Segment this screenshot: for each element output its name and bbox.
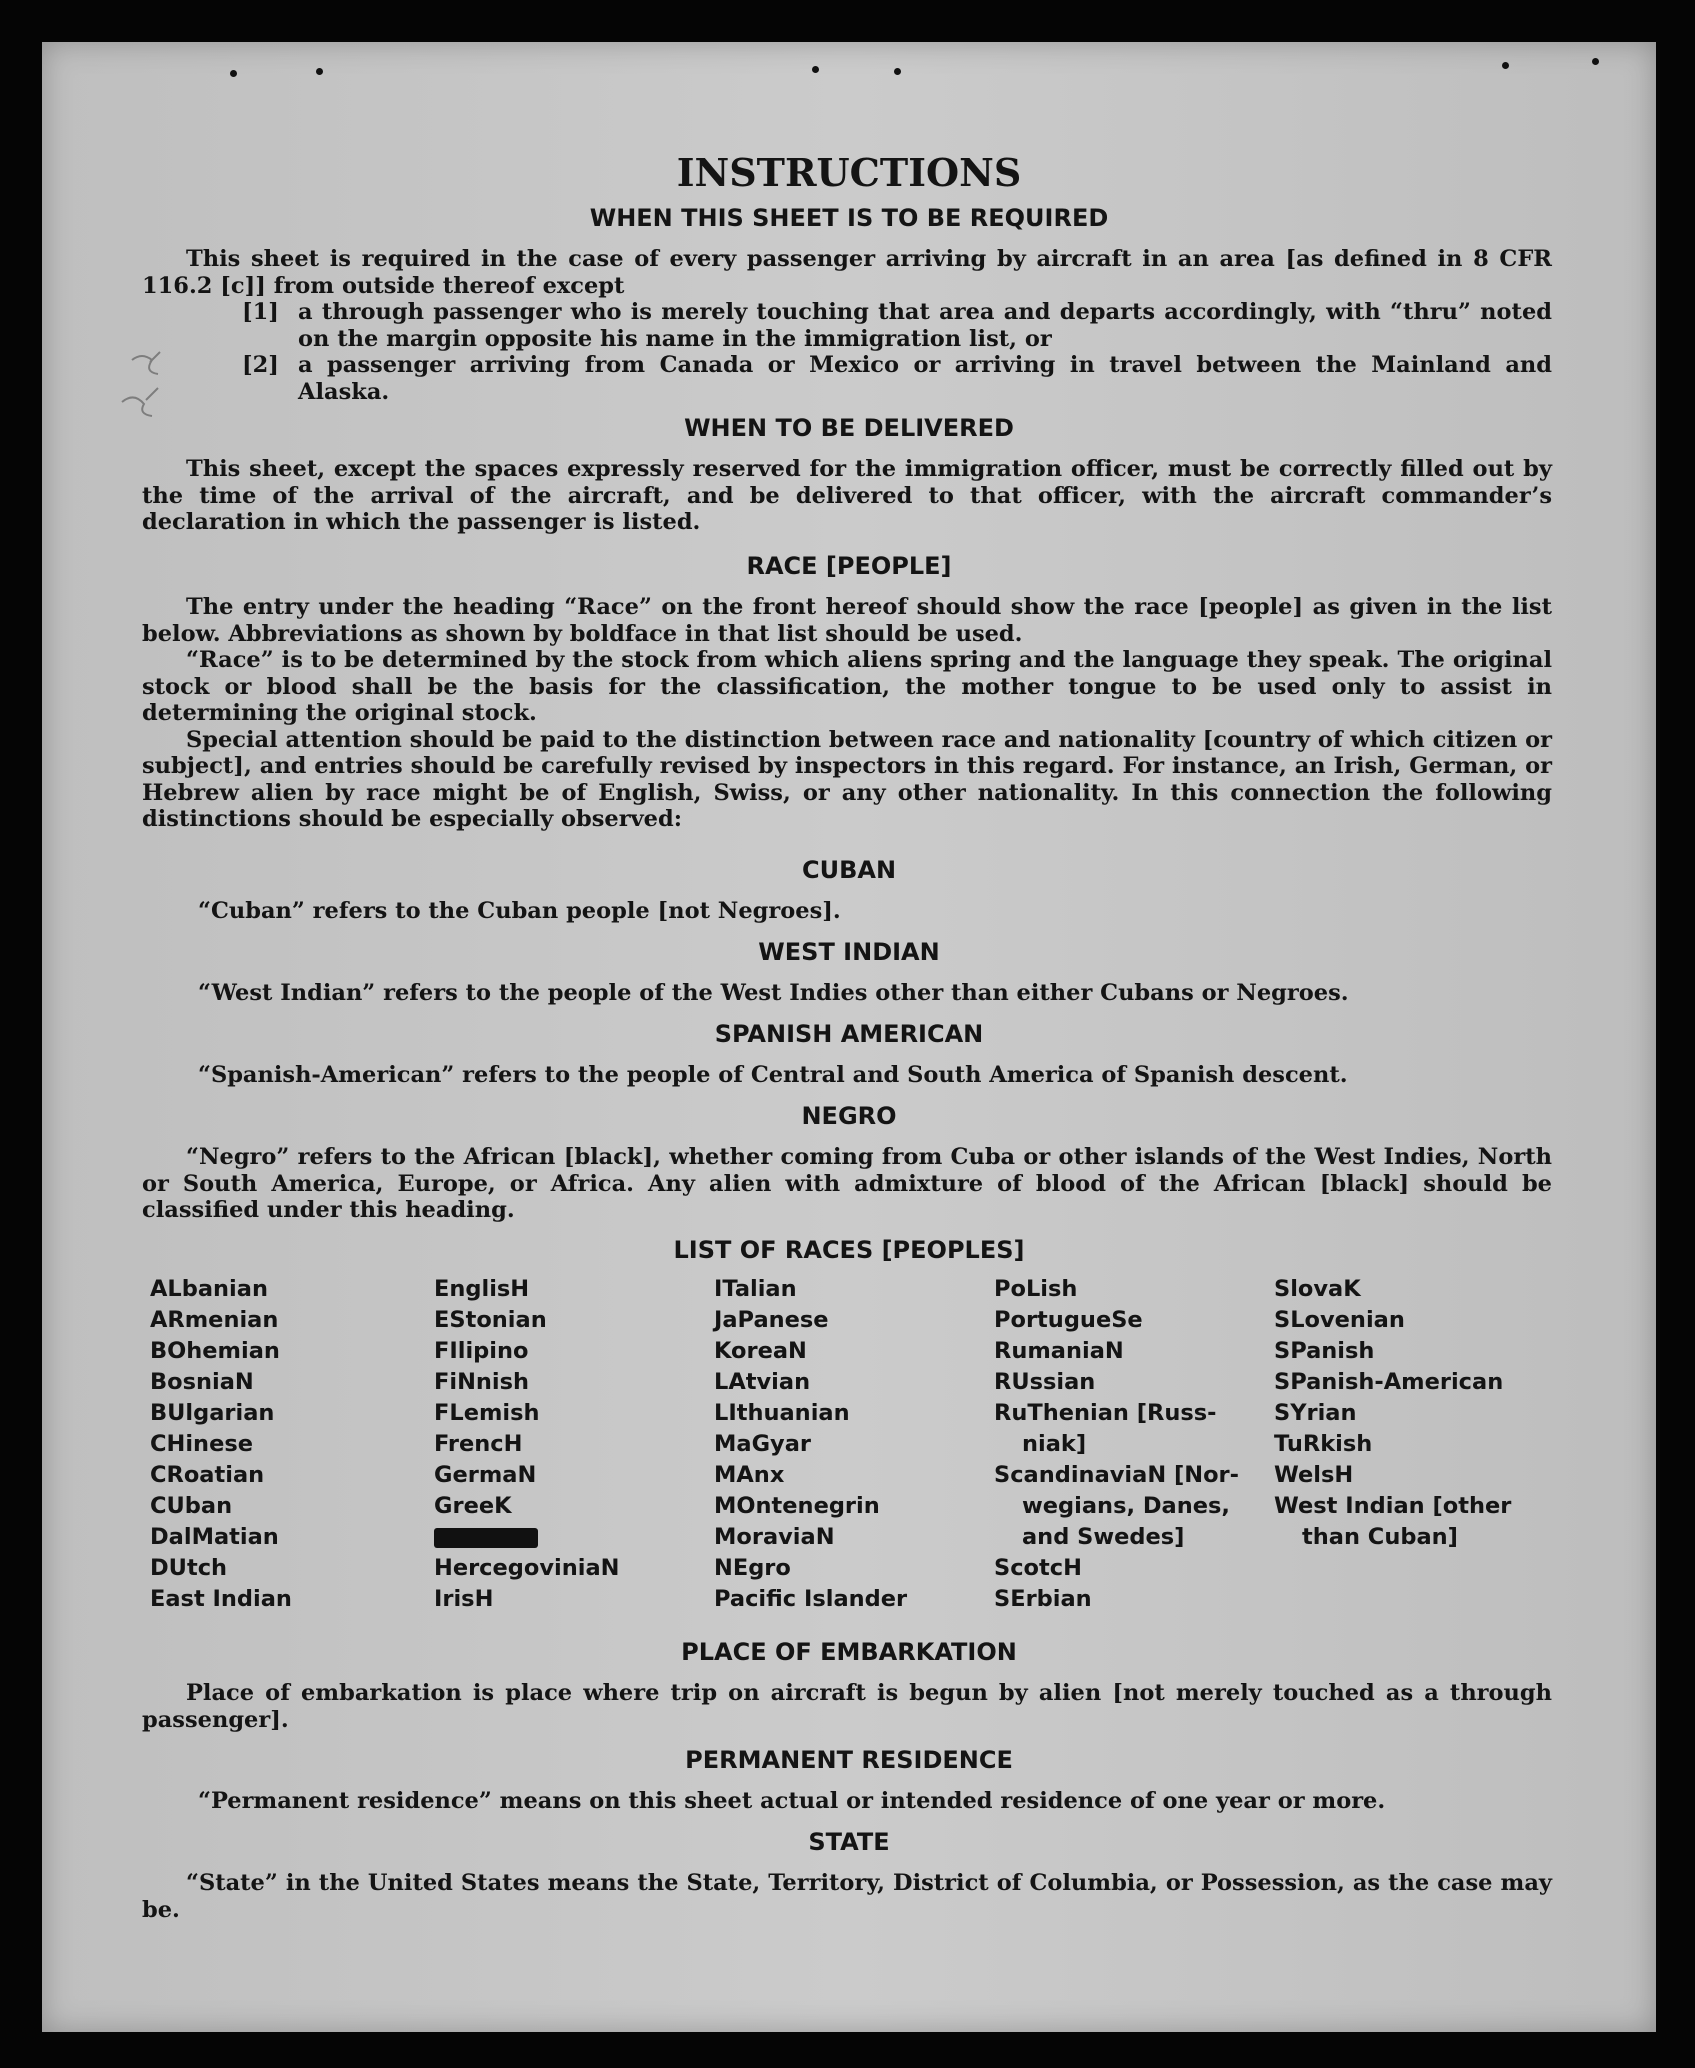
race-list-column-3 <box>714 1274 907 1615</box>
list-item: DalMatian <box>150 1524 279 1550</box>
heading-race: RACE [PEOPLE] <box>746 552 952 580</box>
race-list-column-1 <box>150 1274 292 1615</box>
required-except: except <box>542 272 625 299</box>
heading-cuban: CUBAN <box>801 856 897 884</box>
heading-list-of-races: LIST OF RACES [PEOPLES] <box>673 1236 1025 1264</box>
negro-text <box>142 1144 1552 1224</box>
heading-negro: NEGRO <box>801 1102 897 1130</box>
cuban-text: “Cuban” refers to the Cuban people [not Negroes]. <box>198 898 841 924</box>
race-list-column-4 <box>994 1274 1239 1615</box>
list-item: NEgro <box>714 1555 791 1581</box>
heading-residence: PERMANENT RESIDENCE <box>685 1746 1013 1774</box>
heading-west-indian: WEST INDIAN <box>758 938 940 966</box>
list-item: West Indian [other <box>1274 1493 1512 1519</box>
list-item: SPanish <box>1274 1338 1375 1364</box>
heading-embarkation: PLACE OF EMBARKATION <box>681 1638 1017 1666</box>
embarkation-text <box>142 1680 1552 1733</box>
spanish-american-text: “Spanish-American” refers to the people of Central and South America of Spanish descent. <box>198 1062 1348 1088</box>
heading-delivered: WHEN TO BE DELIVERED <box>684 414 1014 442</box>
list-item: East Indian <box>150 1586 292 1612</box>
list-item: FrencH <box>434 1431 523 1457</box>
race-paragraph-1: The entry under the heading “Race” on the front hereof should show the race [people] as given in the list below. Abbreviations as shown by boldface in that list should be used. <box>142 594 1552 647</box>
west-indian-text: “West Indian” refers to the people of the West Indies other than either Cubans or Negroes. <box>198 980 1349 1006</box>
list-item: FIlipino <box>434 1338 529 1364</box>
delivered-paragraph: This sheet, except the spaces expressly reserved for the immigration officer, must be correctly filled out by the time of the arrival of the aircraft, and be delivered to that officer, with the aircraft commander’s declaration in which the passenger is listed. <box>142 456 1552 535</box>
list-item: ScandinaviaN [Nor- <box>994 1462 1239 1488</box>
embarkation-paragraph: Place of embarkation is place where trip on aircraft is begun by alien [not merely touched as a through passenger]. <box>142 1680 1552 1733</box>
heading-spanish-american: SPANISH AMERICAN <box>714 1020 984 1048</box>
list-item: SPanish-American <box>1274 1369 1504 1395</box>
item-text: a passenger arriving from Canada or Mexico or arriving in travel between the Mainland and Alaska. <box>298 352 1552 405</box>
list-item: than Cuban] <box>1302 1524 1458 1550</box>
list-item: Pacific Islander <box>714 1586 908 1612</box>
item-text: a through passenger who is merely touching that area and departs accordingly, with “thru” noted on the margin opposite his name in the immigration list, or <box>298 299 1552 352</box>
list-item: EnglisH <box>434 1276 530 1302</box>
state-text <box>142 1870 1552 1923</box>
list-item: SErbian <box>994 1586 1092 1612</box>
list-item: niak] <box>1022 1431 1087 1457</box>
list-item: SlovaK <box>1274 1276 1361 1302</box>
heading-required: WHEN THIS SHEET IS TO BE REQUIRED <box>589 204 1109 232</box>
list-item: ALbanian <box>150 1276 268 1302</box>
list-item: ITalian <box>714 1276 797 1302</box>
list-item: BOhemian <box>150 1338 280 1364</box>
list-item: CUban <box>150 1493 233 1519</box>
list-item: CHinese <box>150 1431 253 1457</box>
list-item: PortugueSe <box>994 1307 1143 1333</box>
required-item-1 <box>242 299 1552 352</box>
redaction-mark <box>434 1528 538 1548</box>
race-list-column-2 <box>434 1274 619 1615</box>
list-item: BosniaN <box>150 1369 254 1395</box>
list-item: IrisH <box>434 1586 494 1612</box>
list-item: RUssian <box>994 1369 1096 1395</box>
required-intro <box>142 246 1552 299</box>
list-item: DUtch <box>150 1555 228 1581</box>
list-item: wegians, Danes, <box>1022 1493 1230 1519</box>
list-item: SLovenian <box>1274 1307 1405 1333</box>
list-item: CRoatian <box>150 1462 265 1488</box>
list-item: MOntenegrin <box>714 1493 880 1519</box>
required-intro-text: This sheet is required in the case of every passenger arriving by aircraft in an area [as defined in 8 CFR 116.2 [c]] from outside thereof <box>142 246 1552 299</box>
heading-state: STATE <box>808 1828 890 1856</box>
list-item: RumaniaN <box>994 1338 1124 1364</box>
list-item: MAnx <box>714 1462 785 1488</box>
list-item: FiNnish <box>434 1369 530 1395</box>
list-item: LIthuanian <box>714 1400 850 1426</box>
list-item: GreeK <box>434 1493 512 1519</box>
list-item: ScotcH <box>994 1555 1082 1581</box>
list-item: and Swedes] <box>1022 1524 1185 1550</box>
race-paragraph-3: Special attention should be paid to the distinction between race and nationality [country of which citizen or subject], and entries should be carefully revised by inspectors in this regard. For instance, an Irish, German, or Hebrew alien by race might be of English, Swiss, or any other nationality. In this connection the following distinctions should be especially observed: <box>142 726 1552 832</box>
list-item: TuRkish <box>1274 1431 1373 1457</box>
list-item: MaGyar <box>714 1431 811 1457</box>
list-item: KoreaN <box>714 1338 807 1364</box>
list-item: RuThenian [Russ- <box>994 1400 1217 1426</box>
race-list-column-5 <box>1274 1274 1511 1553</box>
list-item: BUlgarian <box>150 1400 275 1426</box>
item-number: [1] <box>242 299 279 325</box>
state-paragraph: “State” in the United States means the State, Territory, District of Columbia, or Possession, as the case may be. <box>142 1870 1552 1923</box>
race-paragraph-2: “Race” is to be determined by the stock from which aliens spring and the language they speak. The original stock or blood shall be the basis for the classification, the mother tongue to be used only to assist in determining the original stock. <box>142 647 1552 726</box>
list-item: WelsH <box>1274 1462 1354 1488</box>
list-item: LAtvian <box>714 1369 811 1395</box>
residence-text: “Permanent residence” means on this sheet actual or intended residence of one year or more. <box>198 1788 1386 1814</box>
page-title: INSTRUCTIONS <box>676 150 1022 195</box>
list-item: FLemish <box>434 1400 540 1426</box>
required-item-2 <box>242 352 1552 405</box>
list-item: SYrian <box>1274 1400 1357 1426</box>
list-item: MoraviaN <box>714 1524 835 1550</box>
race-text <box>142 594 1552 833</box>
list-item: HercegoviniaN <box>434 1555 620 1581</box>
list-item-redacted <box>434 1522 619 1553</box>
list-item: ARmenian <box>150 1307 279 1333</box>
list-item: EStonian <box>434 1307 547 1333</box>
negro-paragraph: “Negro” refers to the African [black], whether coming from Cuba or other islands of the West Indies, North or South America, Europe, or Africa. Any alien with admixture of blood of the African [black] should be classified under this heading. <box>142 1144 1552 1223</box>
list-item: PoLish <box>994 1276 1078 1302</box>
document-page <box>42 42 1656 2032</box>
list-item: JaPanese <box>714 1307 829 1333</box>
list-item: GermaN <box>434 1462 537 1488</box>
item-number: [2] <box>242 352 279 378</box>
delivered-text <box>142 456 1552 536</box>
